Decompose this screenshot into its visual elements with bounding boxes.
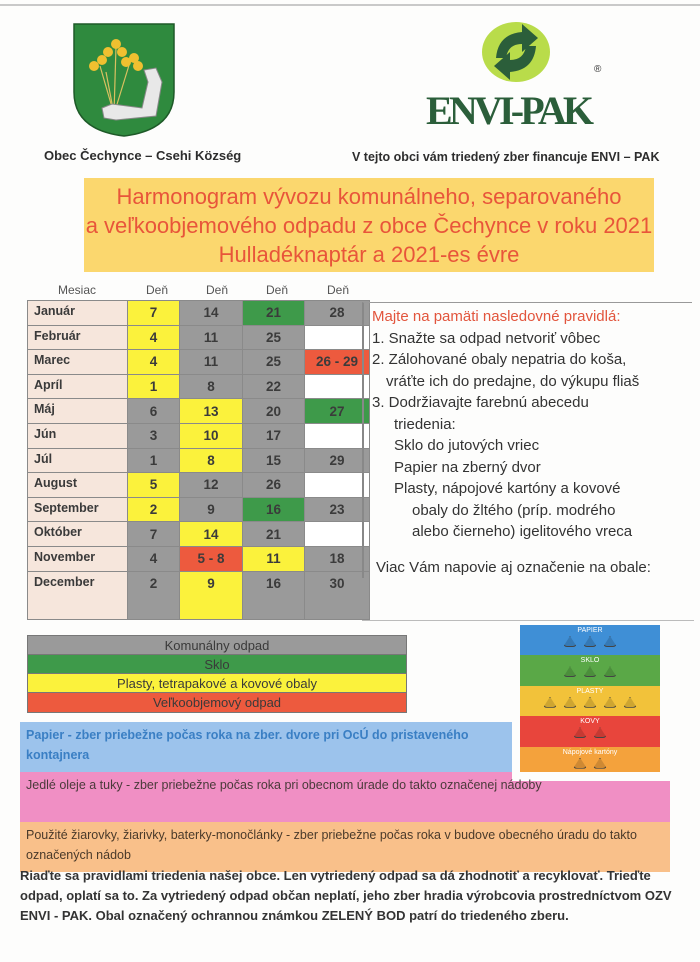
symbol-band	[520, 686, 660, 716]
day-cell: 9	[180, 497, 243, 522]
sort-plastics-cont2: alebo čierneho) igelitového vreca	[412, 523, 633, 540]
day-cell: 15	[243, 448, 305, 473]
calendar-row	[28, 399, 370, 424]
note-cooking-oil-text: Jedlé oleje a tuky - zber priebežne počas roka pri obecnom úrade do takto označenej nádoby	[26, 778, 542, 792]
recycling-triangle-icon	[583, 636, 597, 647]
recycling-triangle-icon	[593, 727, 607, 738]
day-cell: 16	[243, 497, 305, 522]
month-cell: Január	[28, 301, 128, 326]
day-cell: 1	[128, 374, 180, 399]
month-cell: Marec	[28, 350, 128, 375]
page-title	[84, 178, 654, 272]
title-line-1: Harmonogram vývozu komunálneho, separovaného	[116, 184, 622, 209]
municipal-coat-of-arms-icon	[72, 22, 176, 138]
day-cell: 28	[305, 301, 370, 326]
day-cell: 3	[128, 423, 180, 448]
calendar-row	[28, 325, 370, 350]
packaging-symbols-chart	[520, 625, 660, 777]
day-cell: 2	[128, 497, 180, 522]
recycling-triangle-icon	[603, 666, 617, 677]
rule-3: 3. Dodržiavajte farebnú abecedu	[372, 394, 589, 411]
day-cell: 26 - 29	[305, 350, 370, 375]
month-cell: Október	[28, 522, 128, 547]
month-cell: Apríl	[28, 374, 128, 399]
rules-panel	[362, 302, 692, 578]
day-cell: 16	[243, 571, 305, 619]
col-header-day: Deň	[145, 283, 168, 297]
day-cell: 25	[243, 350, 305, 375]
rule-2: 2. Zálohované obaly nepatria do koša,	[372, 351, 627, 368]
day-cell: 5 - 8	[180, 546, 243, 571]
col-header-day: Deň	[326, 283, 349, 297]
calendar-row	[28, 571, 370, 619]
month-cell: August	[28, 473, 128, 498]
recycling-triangle-icon	[583, 697, 597, 708]
month-cell: Júl	[28, 448, 128, 473]
day-cell: 8	[180, 448, 243, 473]
logo-text: ENVI-PAK	[426, 88, 594, 130]
divider	[362, 620, 694, 621]
day-cell: 13	[180, 399, 243, 424]
day-cell: 11	[243, 546, 305, 571]
sort-plastics: Plasty, nápojové kartóny a kovové	[394, 480, 621, 497]
symbol-band	[520, 625, 660, 655]
day-cell: 10	[180, 423, 243, 448]
packaging-hint: Viac Vám napovie aj označenie na obale:	[376, 558, 651, 576]
day-cell: 6	[128, 399, 180, 424]
recycling-triangle-icon	[563, 636, 577, 647]
day-cell: 12	[180, 473, 243, 498]
month-cell: Február	[28, 325, 128, 350]
day-cell: 8	[180, 374, 243, 399]
day-cell: 27	[305, 399, 370, 424]
calendar-row	[28, 448, 370, 473]
sort-glass: Sklo do jutových vriec	[394, 437, 540, 454]
col-header-month: Mesiac	[57, 283, 96, 297]
recycling-triangle-icon	[543, 697, 557, 708]
title-line-3: Hulladéknaptár a 2021-es évre	[218, 242, 520, 267]
symbol-band-label: KOVY	[580, 718, 600, 726]
calendar-header	[27, 283, 369, 300]
collection-calendar	[27, 283, 369, 620]
recycling-triangle-icon	[583, 666, 597, 677]
day-cell	[305, 522, 370, 547]
day-cell: 21	[243, 301, 305, 326]
note-cooking-oil	[20, 772, 670, 822]
day-cell: 1	[128, 448, 180, 473]
legend-item-municipal: Komunálny odpad	[28, 636, 406, 655]
recycling-triangle-icon	[573, 727, 587, 738]
month-cell: November	[28, 546, 128, 571]
calendar-row	[28, 473, 370, 498]
day-cell: 17	[243, 423, 305, 448]
sort-plastics-cont: obaly do žltého (príp. modrého	[412, 501, 616, 519]
recycling-triangle-icon	[603, 697, 617, 708]
day-cell: 23	[305, 497, 370, 522]
rule-1: 1. Snažte sa odpad netvoriť vôbec	[372, 329, 601, 347]
recycling-triangle-icon	[623, 697, 637, 708]
rule-3-cont: triedenia:	[394, 415, 456, 433]
recycling-triangle-icon	[593, 758, 607, 769]
svg-text:®: ®	[594, 64, 602, 75]
sort-paper: Papier na zberný dvor	[394, 458, 541, 476]
day-cell	[305, 374, 370, 399]
calendar-row	[28, 301, 370, 326]
day-cell: 29	[305, 448, 370, 473]
municipality-name: Obec Čechynce – Csehi Község	[44, 148, 242, 163]
day-cell: 25	[243, 325, 305, 350]
recycling-triangle-icon	[563, 666, 577, 677]
legend-item-bulky: Veľkoobjemový odpad	[28, 693, 406, 712]
day-cell: 11	[180, 350, 243, 375]
day-cell: 5	[128, 473, 180, 498]
symbol-band-label: PAPIER	[577, 627, 603, 634]
calendar-row	[28, 374, 370, 399]
recycling-triangle-icon	[603, 636, 617, 647]
note-bulbs-batteries: Použité žiarovky, žiarivky, baterky-monočlánky - zber priebežne počas roka v budove obecného úradu do takto označených nádob	[20, 822, 670, 872]
symbol-band-label: SKLO	[580, 657, 600, 665]
financing-note: V tejto obci vám triedený zber financuje ENVI – PAK	[352, 150, 660, 164]
calendar-table	[27, 300, 370, 620]
symbol-band-label: Nápojové kartóny	[562, 748, 618, 756]
recycling-triangle-icon	[573, 758, 587, 769]
envi-pak-logo-icon	[418, 20, 608, 130]
color-legend	[27, 635, 407, 713]
day-cell	[305, 325, 370, 350]
rules-heading: Majte na pamäti nasledovné pravidlá:	[372, 308, 621, 325]
top-border	[0, 4, 700, 6]
calendar-row	[28, 350, 370, 375]
day-cell	[305, 473, 370, 498]
symbol-band	[520, 655, 660, 685]
month-cell: Máj	[28, 399, 128, 424]
symbol-band	[520, 716, 660, 746]
col-header-day: Deň	[205, 283, 228, 297]
day-cell: 18	[305, 546, 370, 571]
day-cell: 7	[128, 522, 180, 547]
day-cell: 2	[128, 571, 180, 619]
calendar-row	[28, 423, 370, 448]
day-cell: 22	[243, 374, 305, 399]
day-cell: 4	[128, 325, 180, 350]
day-cell: 26	[243, 473, 305, 498]
calendar-row	[28, 546, 370, 571]
month-cell: December	[28, 571, 128, 619]
calendar-row	[28, 522, 370, 547]
day-cell: 30	[305, 571, 370, 619]
day-cell: 20	[243, 399, 305, 424]
day-cell	[305, 423, 370, 448]
day-cell: 9	[180, 571, 243, 619]
day-cell: 14	[180, 301, 243, 326]
col-header-day: Deň	[265, 283, 288, 297]
calendar-row	[28, 497, 370, 522]
month-cell: Jún	[28, 423, 128, 448]
legend-item-glass: Sklo	[28, 655, 406, 674]
day-cell: 4	[128, 546, 180, 571]
day-cell: 14	[180, 522, 243, 547]
day-cell: 7	[128, 301, 180, 326]
footer-text: Riaďte sa pravidlami triedenia našej obce. Len vytriedený odpad sa dá zhodnotiť a recyklovať. Trieďte odpad, oplatí sa to. Za vytriedený odpad občan neplatí, jeho zber hradia výrobcovia prostredníctvom OZV ENVI - PAK. Obal označený ochrannou známkou ZELENÝ BOD patrí do triedeného zberu.	[20, 868, 672, 923]
symbol-band-label: PLASTY	[576, 687, 604, 695]
day-cell: 11	[180, 325, 243, 350]
title-line-2: a veľkoobjemového odpadu z obce Čechynce v roku 2021	[85, 213, 653, 238]
recycling-triangle-icon	[563, 697, 577, 708]
note-paper: Papier - zber priebežne počas roka na zber. dvore pri OcÚ do pristaveného kontajnera	[20, 722, 512, 772]
legend-item-plastics: Plasty, tetrapakové a kovové obaly	[28, 674, 406, 693]
month-cell: September	[28, 497, 128, 522]
rule-2-cont: vráťte ich do predajne, do výkupu fliaš	[386, 372, 640, 390]
day-cell: 21	[243, 522, 305, 547]
day-cell: 4	[128, 350, 180, 375]
